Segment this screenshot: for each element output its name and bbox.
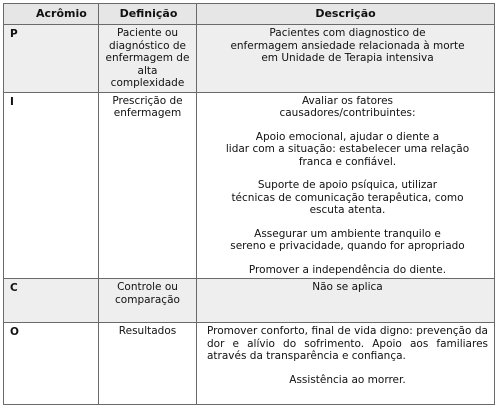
row-i-paragraph [207,179,488,217]
row-i-definition-line: enfermagem [113,107,182,119]
row-i-description-line: Suporte de apoio psíquica, utilizar [257,179,438,191]
row-p-description-line: enfermagem ansiedade relacionada à morte [230,39,465,52]
row-i-description-line: sereno e privacidade, quando for apropriado [230,240,465,252]
row-p-definition [99,25,197,93]
row-i-acronym: I [4,92,99,279]
row-i-paragraph [207,131,488,169]
row-c-definition-line: Controle ou [117,281,178,293]
row-i-description-line: Avaliar os fatores [301,94,394,107]
row-o-description [197,323,495,405]
row-p-definition-line: enfermagem de alta [105,52,190,77]
row-i-definition [99,92,197,279]
row-o-description-paragraph: Promover conforto, final de vida digno: prevenção da dor e alívio do sofrimento. Apoio aos familiares através da transparência e confiança. [207,325,488,362]
row-o-description-paragraph: Assistência ao morrer. [289,373,406,386]
row-i-description-line: lidar com a situação: estabelecer uma relação [225,143,470,155]
row-c-description [197,279,495,323]
row-p-description [197,25,495,93]
row-c-acronym: C [4,279,99,323]
header-acronym: Acrômio [4,4,99,25]
row-i-definition-line: Prescrição de [112,94,183,107]
row-o-acronym: O [4,323,99,405]
row-p-definition-line: complexidade [110,77,185,89]
row-p-description-line: Pacientes com diagnostico de [269,27,426,39]
row-i-description [197,92,495,279]
row-p-acronym: P [4,25,99,93]
header-definition: Definição [99,4,197,25]
row-c-definition [99,279,197,323]
row-c-definition-line: comparação [115,293,180,306]
row-i-description-line: Apoio emocional, ajudar o diente a [255,130,440,143]
row-i-description-line: Promover a independência do diente. [248,263,447,276]
row-i-description-line: causadores/contribuintes: [279,107,416,119]
row-i-paragraph [207,228,488,253]
row-o-definition [99,323,197,405]
table-row-c [4,279,495,323]
pico-table [3,3,495,405]
row-p-definition-line: Paciente ou [116,27,179,39]
row-i-description-line: Assegurar um ambiente tranquilo e [254,227,441,240]
table-row-o [4,323,495,405]
row-o-definition-line: Resultados [118,325,177,337]
header-row [4,4,495,25]
row-p-description-line: em Unidade de Terapia intensiva [261,52,434,64]
row-i-paragraph [207,95,488,120]
table-row-i [4,92,495,279]
row-i-description-line: escuta atenta. [309,204,386,216]
header-description: Descrição [197,4,495,25]
row-i-description-line: franca e confiável. [298,155,397,168]
row-p-definition-line: diagnóstico de [109,39,186,52]
table-row-p [4,25,495,93]
row-c-description-line: Não se aplica [312,281,383,293]
row-i-paragraph [207,264,488,277]
row-i-description-line: técnicas de comunicação terapêutica, como [231,191,464,204]
